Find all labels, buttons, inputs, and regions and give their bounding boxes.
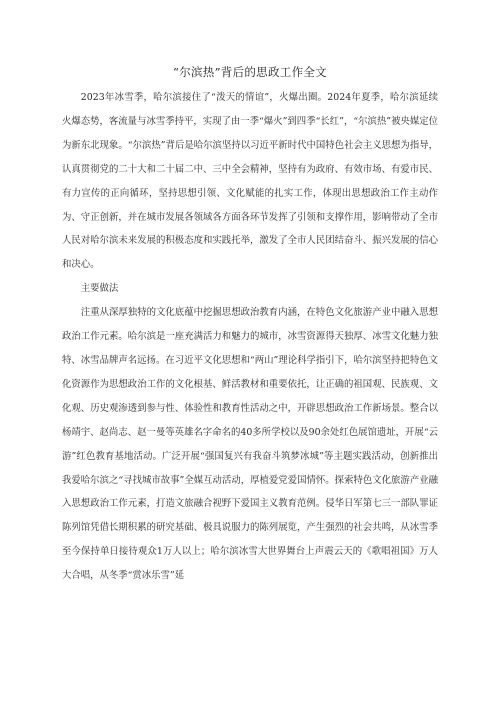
section-heading: 主要做法: [80, 283, 119, 295]
document-body: [62, 86, 438, 588]
document-title: “尔滨热”背后的思政工作全文: [173, 65, 327, 79]
section-paragraph: 注重从深厚独特的文化底蕴中挖掘思想政治教育内涵，在特色文化旅游产业中融入思想政治工作元素。哈尔滨是一座充满活力和魅力的城市，冰雪资源得天独厚、冰雪文化魅力独特、冰雪品牌声名远扬。在习近平文化思想和“两山”理论科学指引下，哈尔滨坚持把特色文化资源作为思想政治工作的文化根基、鲜活教材和重要依托，让正确的祖国观、民族观、文化观、历史观渗透到参与性、体验性和教育性活动之中，开辟思想政治工作新场景。整合以杨靖宇、赵尚志、赵一曼等英雄名字命名的40多所学校以及90余处红色展馆遗址，开展“云游”红色教育基地活动。广泛开展“强国复兴有我奋斗筑梦冰城”等主题实践活动，创新推出我爱哈尔滨之“寻找城市故事”全媒互动活动，厚植爱党爱国情怀。探索特色文化旅游产业融入思想政治工作元素，打造文旅融合视野下爱国主义教育范例。侵华日军第七三一部队罪证陈列馆凭借长期积累的研究基础、极具说服力的陈列展览，产生强烈的社会共鸣，从冰雪季至今保持单日接待观众1万人以上；哈尔滨冰雪大世界舞台上声震云天的《歌唱祖国》万人大合唱，从冬季“赏冰乐雪”延: [62, 307, 438, 582]
intro-paragraph: 2023年冰雪季，哈尔滨接住了“泼天的情谊”，火爆出圈。2024年夏季，哈尔滨延续火爆态势，客流量与冰雪季持平，实现了由一季“爆火”到四季“长红”，“尔滨热”被央媒定位为新东北现象。“尔滨热”背后是哈尔滨坚持以习近平新时代中国特色社会主义思想为指导，认真贯彻党的二十大和二十届二中、三中全会精神，坚持有为政府、有效市场、有爱市民、有力宣传的正向循环，坚持思想引领、文化赋能的扎实工作，体现出思想政治工作主动作为、守正创新，并在城市发展各领域各方面各环节发挥了引领和支撑作用，影响带动了全市人民对哈尔滨未来发展的积极态度和实践托举，激发了全市人民团结奋斗、振兴发展的信心和决心。: [62, 92, 438, 271]
